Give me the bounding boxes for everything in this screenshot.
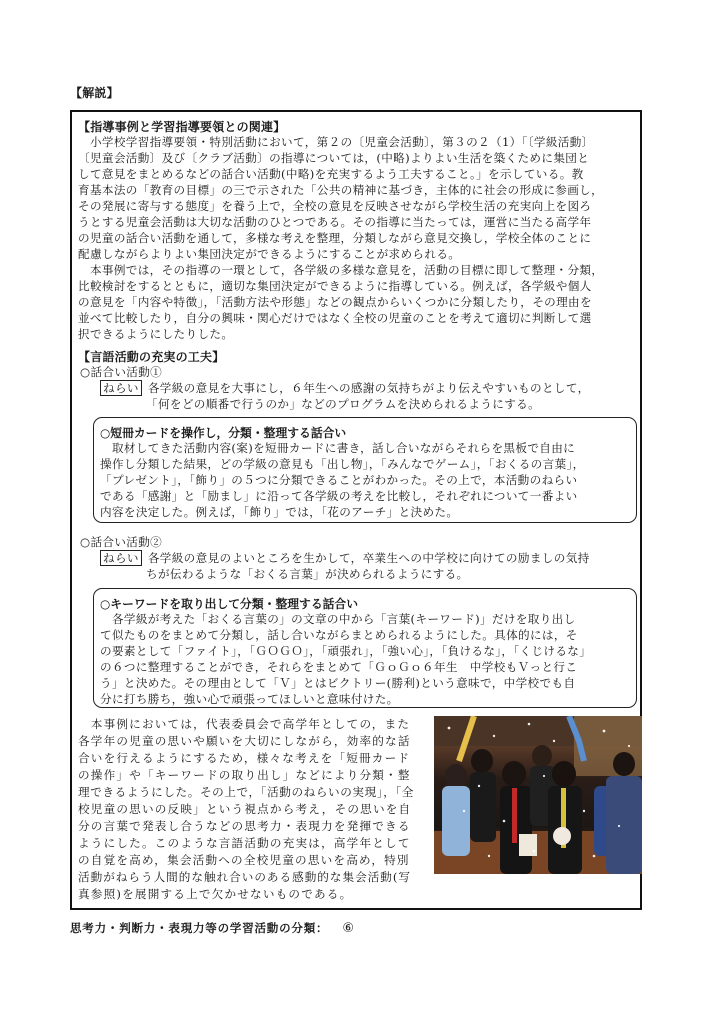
summary-line: の操作」や「キーワードの取り出し」などにより分類・整	[78, 768, 411, 782]
method-box-line: 操作し分類した結果，どの学級の意見も「出し物」，「みんなでゲーム」，「おくるの言葉」，	[100, 457, 585, 471]
section1-line: の意見を「内容や特徴」，「活動方法や形態」などの観点からいくつかに分類したり，その理由を	[78, 295, 592, 309]
section1-line: 育基本法の「教育の目標」の三で示された「公共の精神に基づき，主体的に社会の形成に参画し，	[78, 183, 604, 197]
section1-line: その発展に寄与する態度」を養う上で，全校の意見を反映させながら学校生活の充実向上を図ろ	[78, 199, 592, 213]
summary-line: 分の言葉で発表し合うなどの思考力・表現力を発揮できる	[78, 819, 411, 833]
event-photo	[434, 716, 642, 874]
summary-line: 合いを行えるようにするため，様々な考えを「短冊カード	[78, 751, 411, 765]
method-box-title: ○短冊カードを操作し，分類・整理する話合い	[100, 426, 347, 440]
method-box-line: 内容を決定した。例えば，「飾り」では，「花のアーチ」と決めた。	[100, 505, 459, 519]
aim-tag: ねらい	[100, 550, 142, 566]
classification-label: 思考力・判断力・表現力等の学習活動の分類：	[70, 921, 329, 935]
activity2-method-box	[93, 588, 637, 708]
section1-line: の児童の話合い活動を通して，多様な考えを整理，分類しながら意見交換し，学校全体のことに	[78, 231, 592, 245]
method-box-line: 「プレゼント」，「飾り」の５つに分類できることがわかった。その上で，本活動のねらい	[100, 473, 578, 487]
method-box-line: う」と決めた。その理由として「Ｖ」とはビクトリー(勝利)という意味で，中学校でも自	[100, 676, 576, 690]
summary-line: の自覚を高め，集会活動への全校児童の思いを高め，特別	[78, 853, 410, 867]
summary-line: 活動がねらう人間的な触れ合いのある感動的な集会活動(写	[78, 870, 411, 884]
activity2-aim	[100, 550, 590, 566]
summary-line: 本事例においては，代表委員会で高学年としての，また	[78, 717, 411, 731]
section1-line: して意見をまとめるなどの話合い活動(中略)を充実するよう工夫すること。」を示している。教	[78, 167, 584, 181]
section1-line: 比較検討をするとともに，適切な集団決定ができるように指導している。例えば，各学級や個人	[78, 279, 592, 293]
summary-line: 理できるようにした。その上で，「活動のねらいの実現」，「全	[78, 785, 414, 799]
method-box-title: ○キーワードを取り出して分類・整理する話合い	[100, 597, 359, 611]
section-title-language-activity: 【言語活動の充実の工夫】	[78, 350, 225, 364]
classification-row	[70, 920, 355, 936]
aim-text: 各学級の意見を大事にし，６年生への感謝の気持ちがより伝えやすいものとして，	[147, 381, 590, 395]
activity1-method-box	[93, 417, 637, 523]
section1-line: 並べて比較したり，自分の興味・関心だけではなく全校の児童のことを考えて適切に判断して選	[78, 311, 592, 325]
method-box-line: である「感謝」と「励まし」に沿って各学級の考えを比較し，それぞれについて一番よい	[100, 489, 578, 503]
summary-line: 真参照)を展開する上で欠かせないものである。	[78, 887, 353, 901]
commentary-heading: 【解説】	[70, 86, 119, 100]
summary-line: 各学年の児童の思いや願いを大切にしながら，効率的な話	[78, 734, 411, 748]
section1-line: 小学校学習指導要領・特別活動において，第２の〔児童会活動〕，第３の２（1）「〔学級活動〕	[78, 135, 594, 149]
activity1-label: ○話合い活動①	[80, 365, 163, 379]
aim-text: 各学級の意見のよいところを生かして，卒業生への中学校に向けての励ましの気持	[147, 551, 590, 565]
activity1-aim-line2: 「何をどの順番で行うのか」などのプログラムを決められるようにする。	[146, 397, 541, 411]
classification-value: ⑥	[342, 921, 355, 936]
method-box-line: の６つに整理することができ，それらをまとめて「ＧｏＧｏ６年生 中学校もＶっと行こ	[100, 660, 578, 674]
summary-line: 校児童の思いの反映」という視点から考え，その思いを自	[78, 802, 412, 816]
method-box-line: 各学級が考えた「おくる言葉の」の文章の中から「言葉(キーワード)」だけを取り出し	[100, 612, 576, 626]
section-title-curriculum-relation: 【指導事例と学習指導要領との関連】	[78, 120, 286, 134]
method-box-line: の要素として「ファイト」，「ＧＯＧＯ」，「頑張れ」，「強い心」，「負けるな」，「くじけるな」	[100, 644, 592, 658]
section1-line: 本事例では，その指導の一環として，各学級の多様な意見を，活動の目標に即して整理・分類，	[78, 263, 604, 277]
method-box-line: 分に打ち勝ち，強い心で頑張ってほしいと意味付けた。	[100, 692, 399, 706]
activity2-aim-line2: ちが伝わるような「おくる言葉」が決められるようにする。	[146, 567, 469, 581]
section1-line: 択できるようにしたりした。	[78, 327, 234, 341]
photo-illustration	[434, 716, 642, 874]
section1-line: うとする児童会活動は大切な活動のひとつである。その指導に当たっては，運営に当たる高学年	[78, 215, 592, 229]
section1-line: 〔児童会活動〕及び〔クラブ活動〕の指導については，(中略)よりよい生活を築くために集団と	[78, 151, 590, 165]
section1-line: 配慮しながらよりよい集団決定ができるようにすることが求められる。	[78, 247, 461, 261]
aim-tag: ねらい	[100, 380, 142, 396]
method-box-line: て似たものをまとめて分類し，話し合いながらまとめられるようにした。具体的には，そ	[100, 628, 578, 642]
summary-line: ようにした。このような言語活動の充実は，高学年として	[78, 836, 411, 850]
method-box-line: 取材してきた活動内容(案)を短冊カードに書き，話し合いながらそれらを黒板で自由に	[100, 441, 576, 455]
activity1-aim	[100, 380, 590, 396]
activity2-label: ○話合い活動②	[80, 535, 163, 549]
